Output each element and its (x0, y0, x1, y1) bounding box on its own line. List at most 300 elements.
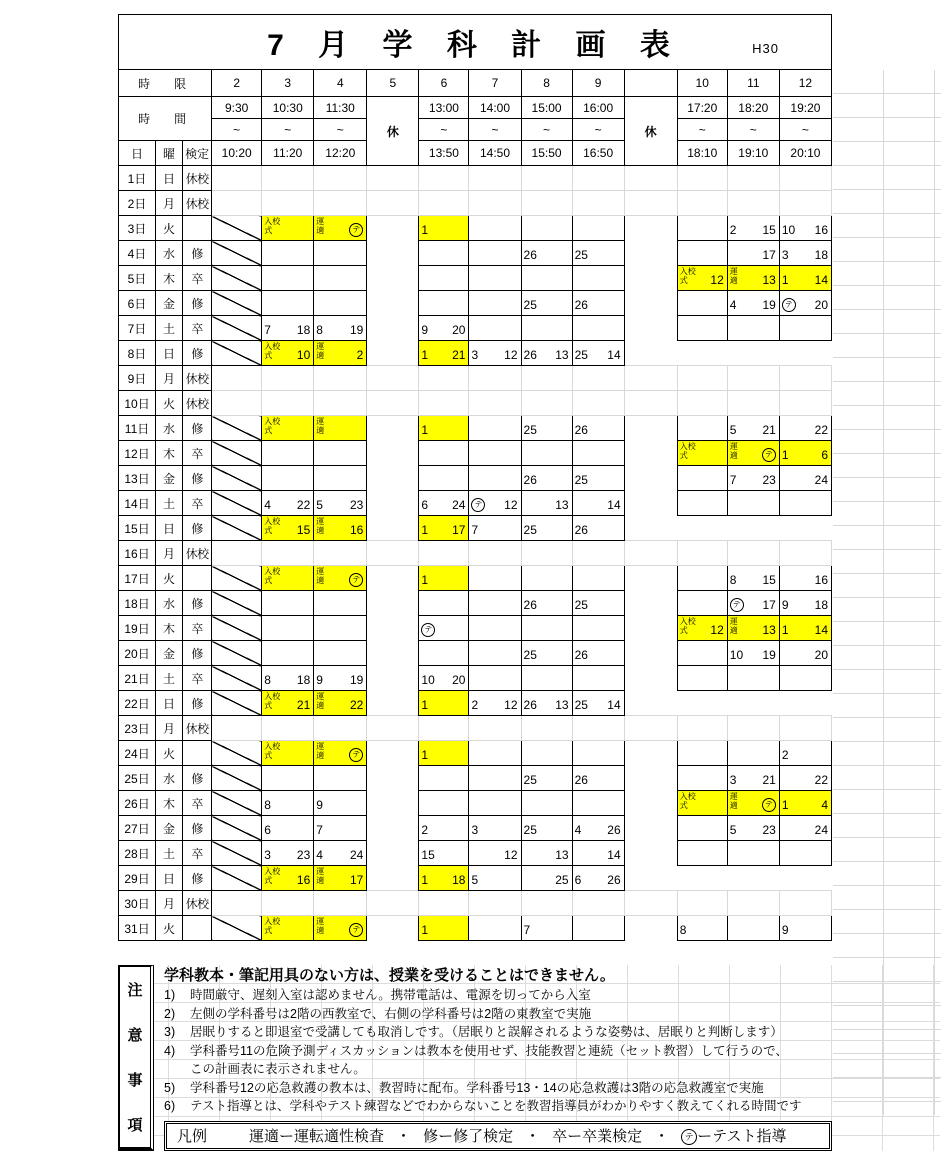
class-cell (419, 841, 469, 866)
break-gap-cell (367, 916, 419, 941)
class-cell (521, 766, 572, 791)
break-gap-cell (624, 691, 677, 716)
class-cell (779, 491, 831, 516)
tilde-cell: ~ (572, 119, 624, 141)
end-time-cell: 18:10 (677, 141, 727, 166)
date-cell: 7日 (119, 316, 156, 341)
empty-grid-cell (419, 716, 469, 741)
class-cell (677, 641, 727, 666)
class-cell (314, 566, 367, 591)
lesson-number-right: 13 (555, 698, 569, 712)
class-cell (469, 616, 521, 641)
empty-grid-cell (212, 891, 262, 916)
class-cell (469, 741, 521, 766)
end-time-cell: 13:50 (419, 141, 469, 166)
start-time-cell: 11:30 (314, 97, 367, 119)
class-cell (779, 441, 831, 466)
diagonal-cell (212, 491, 262, 516)
class-cell (314, 616, 367, 641)
lesson-number-left: 7 (264, 323, 271, 337)
ceremony-label: 運 適 (729, 267, 738, 286)
lesson-number-right: 14 (607, 498, 621, 512)
lesson-number-right: 12 (710, 623, 724, 637)
ceremony-label: 入校 式 (679, 267, 696, 286)
kentei-cell: 休校 (183, 541, 212, 566)
date-cell: 24日 (119, 741, 156, 766)
start-time-cell: 19:20 (779, 97, 831, 119)
empty-grid-cell (779, 391, 831, 416)
schedule-row (119, 591, 832, 616)
date-cell: 12日 (119, 441, 156, 466)
ceremony-label: 入校 式 (264, 742, 281, 761)
class-cell (469, 291, 521, 316)
class-cell (521, 866, 572, 891)
class-cell (727, 666, 779, 691)
class-cell (469, 491, 521, 516)
diagonal-cell (212, 516, 262, 541)
end-time-cell: 19:10 (727, 141, 779, 166)
class-cell (469, 791, 521, 816)
date-cell: 1日 (119, 166, 156, 191)
lesson-number-right: 22 (296, 498, 311, 512)
empty-grid-cell (469, 891, 521, 916)
empty-grid-cell (212, 716, 262, 741)
class-cell (727, 916, 779, 941)
schedule-row (119, 441, 832, 466)
class-cell (677, 591, 727, 616)
lesson-number-right: 20 (452, 673, 466, 687)
diagonal-cell (212, 216, 262, 241)
lesson-number-right: 15 (296, 523, 311, 537)
diagonal-cell (212, 841, 262, 866)
class-cell (419, 866, 469, 891)
end-time-cell: 12:20 (314, 141, 367, 166)
weekday-cell: 金 (156, 466, 183, 491)
class-cell (779, 916, 831, 941)
class-cell (727, 441, 779, 466)
ceremony-label: 入校 式 (264, 567, 281, 586)
class-cell (419, 641, 469, 666)
diagonal-cell (212, 341, 262, 366)
schedule-row (119, 891, 832, 916)
class-cell (262, 441, 314, 466)
empty-grid-cell (624, 191, 677, 216)
class-cell (262, 341, 314, 366)
weekday-cell: 土 (156, 491, 183, 516)
tilde-cell: ~ (521, 119, 572, 141)
class-cell (262, 666, 314, 691)
era-label: H30 (752, 41, 779, 56)
class-cell (779, 816, 831, 841)
class-cell (727, 316, 779, 341)
lesson-number-left: 26 (523, 473, 537, 487)
schedule-row (119, 166, 832, 191)
lesson-number-right: 21 (762, 423, 776, 437)
schedule-row (119, 191, 832, 216)
diagonal-cell (212, 666, 262, 691)
class-cell (314, 791, 367, 816)
ceremony-label: 運 適 (729, 442, 738, 461)
date-cell: 20日 (119, 641, 156, 666)
empty-grid-cell (727, 716, 779, 741)
break-gap-cell (624, 566, 677, 591)
notes-heading: 学科教本・筆記用具のない方は、授業を受けることはできません。 (164, 967, 615, 984)
note-number: 5) (164, 1080, 176, 1095)
class-cell (521, 741, 572, 766)
period-number-cell: 7 (469, 70, 521, 97)
date-cell: 13日 (119, 466, 156, 491)
caution-label-char: 項 (127, 1116, 143, 1134)
weekday-cell: 火 (156, 741, 183, 766)
class-cell (419, 791, 469, 816)
class-cell (779, 316, 831, 341)
empty-grid-cell (314, 391, 367, 416)
lesson-number-left: 9 (781, 598, 789, 612)
ceremony-label: 運 適 (316, 517, 325, 536)
empty-grid-cell (677, 891, 727, 916)
lesson-number-left: 1 (781, 448, 789, 462)
lesson-number-right: 20 (814, 648, 828, 662)
lesson-number-left: 25 (523, 423, 537, 437)
lesson-number-right: 23 (762, 823, 776, 837)
schedule-row (119, 491, 832, 516)
start-time-cell: 17:20 (677, 97, 727, 119)
class-cell (572, 816, 624, 841)
weekday-cell: 月 (156, 716, 183, 741)
diagonal-cell (212, 916, 262, 941)
period-number-cell: 4 (314, 70, 367, 97)
class-cell (521, 641, 572, 666)
break-gap-cell (367, 316, 419, 341)
class-cell (419, 216, 469, 241)
legend-separator: ・ (396, 1128, 412, 1145)
date-cell: 18日 (119, 591, 156, 616)
date-cell: 28日 (119, 841, 156, 866)
class-cell (469, 441, 521, 466)
class-cell (677, 841, 727, 866)
class-cell (314, 916, 367, 941)
end-time-cell: 20:10 (779, 141, 831, 166)
class-cell (314, 441, 367, 466)
weekday-cell: 火 (156, 391, 183, 416)
note-number: 1) (164, 988, 176, 1002)
lesson-number-left: 26 (574, 298, 588, 312)
class-cell (469, 241, 521, 266)
class-cell (469, 641, 521, 666)
class-cell (677, 791, 727, 816)
lesson-number-right: 21 (762, 773, 776, 787)
break-gap-cell (624, 241, 677, 266)
class-cell (727, 616, 779, 641)
class-cell (677, 616, 727, 641)
diagonal-cell (212, 466, 262, 491)
sheet-gridlines-right-margin (833, 70, 941, 1115)
ceremony-label: 入校 式 (264, 917, 281, 936)
class-cell (572, 291, 624, 316)
class-cell (779, 591, 831, 616)
break-gap-cell (624, 791, 677, 816)
lesson-number-left (471, 498, 485, 512)
lesson-number-left: 7 (729, 473, 737, 487)
blank-cell (779, 866, 831, 891)
break-gap-cell (624, 616, 677, 641)
weekday-cell: 金 (156, 291, 183, 316)
lesson-number-left: 6 (574, 873, 582, 887)
empty-grid-cell (367, 166, 419, 191)
ceremony-label: 運 適 (316, 867, 325, 886)
kentei-cell: 卒 (183, 316, 212, 341)
lesson-number-right: 19 (762, 648, 776, 662)
diagonal-cell (212, 791, 262, 816)
kentei-cell: 卒 (183, 616, 212, 641)
lesson-number-right: 24 (814, 473, 828, 487)
empty-grid-cell (367, 541, 419, 566)
weekday-cell: 土 (156, 666, 183, 691)
lesson-number-left: 9 (421, 323, 429, 337)
lesson-number-left: 10 (421, 673, 435, 687)
break-gap-cell (624, 866, 677, 891)
empty-grid-cell (521, 366, 572, 391)
blank-cell (727, 866, 779, 891)
empty-grid-cell (624, 716, 677, 741)
lesson-number-left: 1 (421, 348, 429, 362)
empty-grid-cell (419, 541, 469, 566)
class-cell (469, 341, 521, 366)
kentei-cell: 修 (183, 341, 212, 366)
class-cell (779, 666, 831, 691)
class-cell (262, 616, 314, 641)
class-cell (572, 441, 624, 466)
ceremony-label: 運 適 (729, 792, 738, 811)
date-cell: 25日 (119, 766, 156, 791)
lesson-number-left: 3 (781, 248, 789, 262)
date-cell: 11日 (119, 416, 156, 441)
lesson-number-right: 14 (607, 348, 621, 362)
empty-grid-cell (521, 391, 572, 416)
class-cell (677, 466, 727, 491)
class-cell (779, 741, 831, 766)
class-cell (314, 491, 367, 516)
blank-cell (727, 691, 779, 716)
class-cell (727, 841, 779, 866)
class-cell (469, 691, 521, 716)
class-cell (677, 666, 727, 691)
class-cell (727, 466, 779, 491)
lesson-number-left: 6 (264, 823, 271, 837)
lesson-number-left: 1 (421, 873, 429, 887)
note-line (164, 1042, 832, 1061)
class-cell (727, 241, 779, 266)
lesson-number-right: 16 (296, 873, 311, 887)
empty-grid-cell (727, 366, 779, 391)
date-cell: 29日 (119, 866, 156, 891)
class-cell (572, 916, 624, 941)
break-gap-cell (367, 491, 419, 516)
kentei-cell: 休校 (183, 891, 212, 916)
lesson-number-right: 14 (814, 623, 828, 637)
lesson-number-right: 16 (814, 223, 828, 237)
ceremony-label: 入校 式 (264, 417, 281, 436)
kentei-cell: 修 (183, 466, 212, 491)
class-cell (419, 441, 469, 466)
diagonal-cell (212, 866, 262, 891)
kentei-cell: 卒 (183, 841, 212, 866)
lesson-number-right: 12 (504, 698, 518, 712)
class-cell (469, 566, 521, 591)
lesson-number-left: 7 (523, 923, 531, 937)
empty-grid-cell (212, 391, 262, 416)
weekday-cell: 月 (156, 366, 183, 391)
lesson-number-left: 1 (421, 698, 429, 712)
class-cell (262, 241, 314, 266)
class-cell (314, 266, 367, 291)
lesson-number-right: 13 (762, 273, 776, 287)
schedule-row (119, 866, 832, 891)
blank-cell (677, 341, 727, 366)
empty-grid-cell (367, 891, 419, 916)
period-number-cell: 8 (521, 70, 572, 97)
break-gap-cell (367, 866, 419, 891)
lesson-number-right: 2 (356, 348, 364, 362)
class-cell (314, 466, 367, 491)
class-cell (521, 666, 572, 691)
class-cell (469, 316, 521, 341)
class-cell (572, 866, 624, 891)
break-gap-cell (367, 591, 419, 616)
lesson-number-left: 10 (781, 223, 796, 237)
lesson-number-right: 23 (349, 498, 364, 512)
note-text: 左側の学科番号は2階の西教室で、右側の学科番号は2階の東教室で実施 (190, 1006, 592, 1021)
class-cell (314, 416, 367, 441)
kentei-cell (183, 566, 212, 591)
lesson-number-right: 14 (607, 698, 621, 712)
weekday-cell: 水 (156, 416, 183, 441)
title-bar (118, 14, 832, 70)
schedule-row (119, 691, 832, 716)
class-cell (314, 316, 367, 341)
note-number: 4) (164, 1043, 176, 1058)
class-cell (572, 316, 624, 341)
empty-grid-cell (469, 541, 521, 566)
weekday-cell: 木 (156, 266, 183, 291)
kentei-cell: 修 (183, 241, 212, 266)
class-cell (779, 641, 831, 666)
class-cell (419, 241, 469, 266)
weekday-cell: 金 (156, 641, 183, 666)
break-gap-cell (367, 691, 419, 716)
ceremony-label: 運 適 (316, 692, 325, 711)
empty-grid-cell (572, 191, 624, 216)
lesson-number-left: 26 (523, 248, 537, 262)
note-line (164, 1079, 832, 1098)
empty-grid-cell (469, 391, 521, 416)
schedule-row (119, 291, 832, 316)
period-header-label: 時 限 (119, 70, 212, 97)
class-cell (469, 591, 521, 616)
schedule-row (119, 466, 832, 491)
start-time-cell: 16:00 (572, 97, 624, 119)
class-cell (419, 591, 469, 616)
break-gap-cell (624, 266, 677, 291)
note-text: 学科番号12の応急救護の教本は、教習時に配布。学科番号13・14の応急救護は3階の応急救護室で実施 (190, 1080, 764, 1095)
lesson-number-right: 21 (452, 348, 466, 362)
break-gap-cell (624, 766, 677, 791)
lesson-number-right (349, 573, 363, 587)
lesson-number-left (421, 623, 435, 637)
blank-cell (677, 691, 727, 716)
lesson-number-left: 1 (781, 623, 789, 637)
class-cell (314, 291, 367, 316)
lesson-number-right: 14 (814, 273, 828, 287)
class-cell (521, 441, 572, 466)
empty-grid-cell (367, 366, 419, 391)
class-cell (572, 741, 624, 766)
diagonal-cell (212, 316, 262, 341)
class-cell (572, 241, 624, 266)
weekday-cell: 金 (156, 816, 183, 841)
tilde-cell: ~ (419, 119, 469, 141)
tilde-cell: ~ (212, 119, 262, 141)
circled-te-icon: テ (349, 573, 363, 587)
class-cell (262, 566, 314, 591)
class-cell (677, 416, 727, 441)
ceremony-label: 運 適 (316, 342, 325, 361)
lesson-number-left: 25 (523, 823, 537, 837)
empty-grid-cell (521, 166, 572, 191)
lesson-number-left: 7 (471, 523, 479, 537)
break-gap-cell (624, 491, 677, 516)
circled-te-icon: テ (349, 223, 363, 237)
lesson-number-left: 2 (729, 223, 737, 237)
date-cell: 5日 (119, 266, 156, 291)
lesson-number-left: 9 (781, 923, 789, 937)
date-cell: 14日 (119, 491, 156, 516)
lesson-number-right: 22 (814, 423, 828, 437)
empty-grid-cell (367, 716, 419, 741)
weekday-cell: 日 (156, 341, 183, 366)
tilde-cell: ~ (314, 119, 367, 141)
class-cell (779, 616, 831, 641)
class-cell (779, 241, 831, 266)
class-cell (419, 766, 469, 791)
kentei-cell: 休校 (183, 716, 212, 741)
break-gap-cell (367, 766, 419, 791)
class-cell (469, 266, 521, 291)
caution-label-char: 事 (127, 1071, 143, 1089)
circled-te-icon: テ (349, 923, 363, 937)
empty-grid-cell (262, 891, 314, 916)
time-header-label: 時 間 (119, 97, 212, 141)
break-gap-cell (367, 441, 419, 466)
caution-vertical-label (118, 965, 154, 1151)
class-cell (262, 316, 314, 341)
class-cell (572, 466, 624, 491)
ceremony-label: 入校 式 (264, 517, 281, 536)
class-cell (521, 591, 572, 616)
class-cell (727, 816, 779, 841)
break-gap-cell (624, 416, 677, 441)
class-cell (572, 641, 624, 666)
schedule-row (119, 416, 832, 441)
class-cell (419, 416, 469, 441)
class-cell (521, 216, 572, 241)
weekday-cell: 日 (156, 166, 183, 191)
class-cell (727, 566, 779, 591)
weekday-cell: 日 (156, 866, 183, 891)
lesson-number-left: 26 (574, 773, 588, 787)
empty-grid-cell (779, 716, 831, 741)
lesson-number-right: 20 (814, 298, 828, 312)
